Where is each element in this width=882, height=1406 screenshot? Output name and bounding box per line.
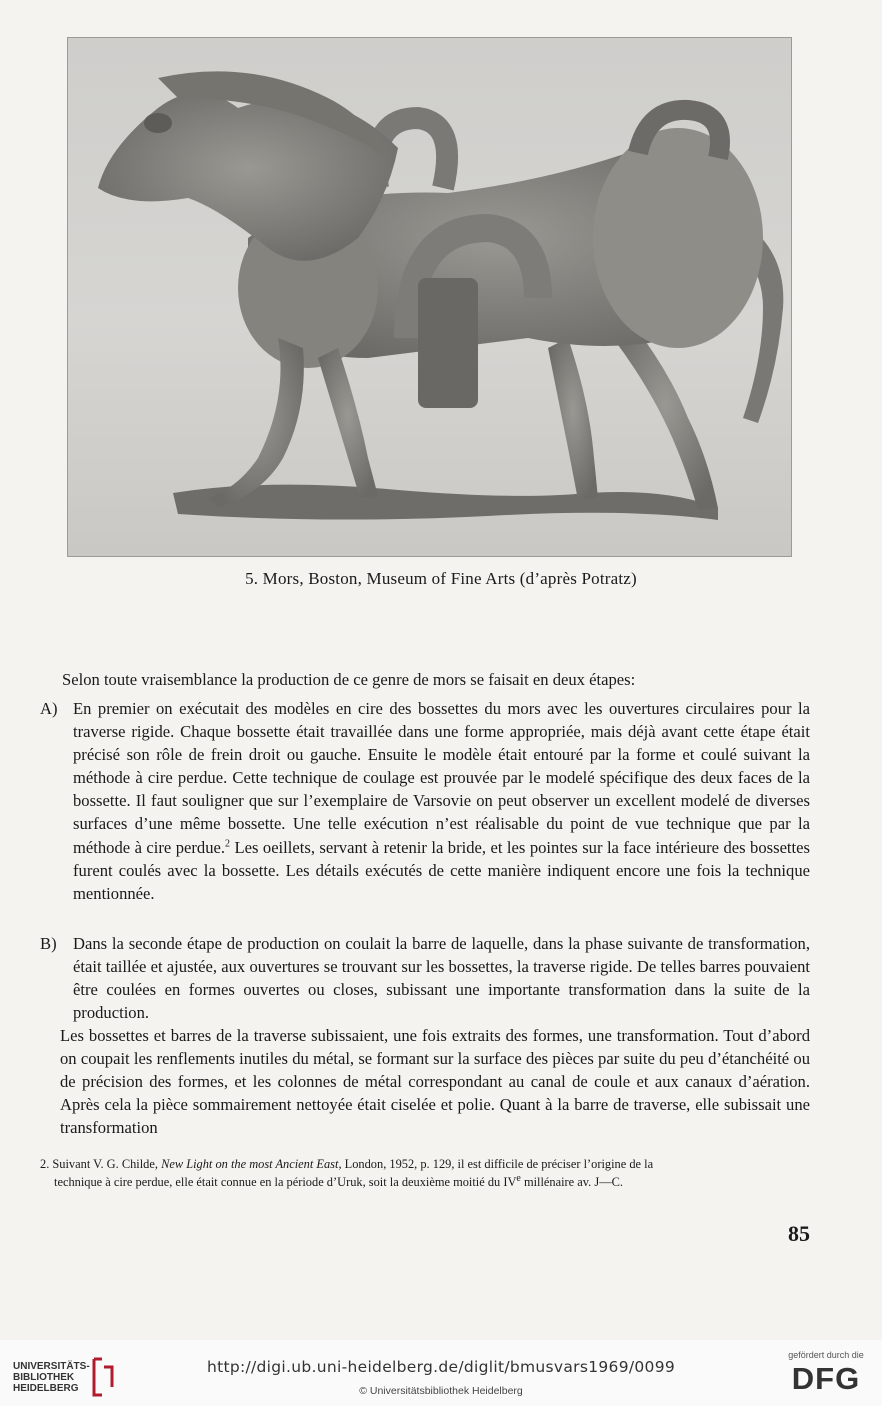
list-item-a-label: A)	[40, 699, 58, 718]
library-name-line3: HEIDELBERG	[13, 1383, 79, 1394]
figure-photo	[67, 37, 792, 557]
footnote-text-d: millénaire av. J—C.	[520, 1175, 623, 1189]
list-item-a-text	[73, 697, 810, 905]
list-item-b	[40, 932, 810, 1024]
library-name-line2: BIBLIOTHEK	[13, 1372, 75, 1383]
funding-label: gefördert durch die	[788, 1350, 864, 1360]
footnote-superscript: e	[516, 1172, 521, 1184]
intro-paragraph: Selon toute vraisemblance la production de ce genre de mors se faisait en deux étapes:	[62, 670, 636, 689]
list-item-b-label: B)	[40, 934, 57, 953]
horse-sculpture-illustration	[68, 38, 791, 556]
footnote-cited-title: New Light on the most Ancient East	[161, 1157, 339, 1171]
page-number: 85	[788, 1221, 810, 1246]
footnote-continuation	[40, 1173, 810, 1191]
footnote-number: 2.	[40, 1157, 50, 1171]
list-item-a-text-part1: En premier on exécutait des modèles en cire des bossettes du mors avec les ouvertures circulaires pour la traverse rigide. Chaque bossette était travaillée dans une forme appropriée, mais déjà avant cette étape était précisé son rôle de frein droit ou gauche. Ensuite le modèle était entouré par la forme et coulé suivant la méthode à cire perdue. Cette technique de coulage est prouvée par le modelé spécifique des deux faces de la bossette. Il faut souligner que sur l’exemplaire de Varsovie on peut observer un excellent modelé de diverses surfaces d’une même bossette. Une telle exécution n’est réalisable du point de vue technique que par la méthode à cire perdue.	[73, 699, 810, 857]
footnote	[40, 1155, 810, 1191]
library-name-line1: UNIVERSITÄTS-	[13, 1361, 90, 1372]
footnote-text-c: technique à cire perdue, elle était connue en la période d’Uruk, soit la deuxième moitié du IV	[54, 1175, 517, 1189]
body-paragraph	[40, 1024, 810, 1139]
copyright-notice: © Universitätsbibliothek Heidelberg	[359, 1385, 523, 1397]
list-item-a	[40, 697, 810, 905]
footnote-text-b: , London, 1952, p. 129, il est difficile de préciser l’origine de la	[338, 1157, 654, 1171]
dfg-logo[interactable]: DFG	[791, 1361, 861, 1396]
list-item-b-text: Dans la seconde étape de production on coulait la barre de laquelle, dans la phase suivante de transformation, était taillée et ajustée, aux ouvertures se trouvant sur les bossettes, la traverse rigide. De telles barres pouvaient être coulées en formes ouvertes ou closes, subissant une importante transformation dans la suite de la production.	[73, 934, 810, 1023]
footnote-reference[interactable]: 2	[225, 838, 231, 850]
figure-caption: 5. Mors, Boston, Museum of Fine Arts (d’après Potratz)	[245, 569, 637, 588]
list-item-a-text-part2: Les oeillets, servant à retenir la bride, et les pointes sur la face intérieure des bossettes furent coulés avec la bossette. Les détails exécutés de cette manière indiquent encore une fois la technique mentionnée.	[73, 837, 810, 903]
footnote-text-a: Suivant V. G. Childe,	[52, 1157, 162, 1171]
permalink-url[interactable]: http://digi.ub.uni-heidelberg.de/diglit/bmusvars1969/0099	[206, 1358, 676, 1376]
body-paragraph-text: Les bossettes et barres de la traverse subissaient, une fois extraits des formes, une transformation. Tout d’abord on coupait les renflements inutiles du métal, se formant sur la surface des pièces par suite du peu d’étanchéité ou de précision des formes, et les colonnes de métal correspondant au canal de coule et aux canaux d’aération. Après cela la pièce sommairement nettoyée était ciselée et polie. Quant à la barre de traverse, elle subissait une transformation	[60, 1026, 810, 1138]
